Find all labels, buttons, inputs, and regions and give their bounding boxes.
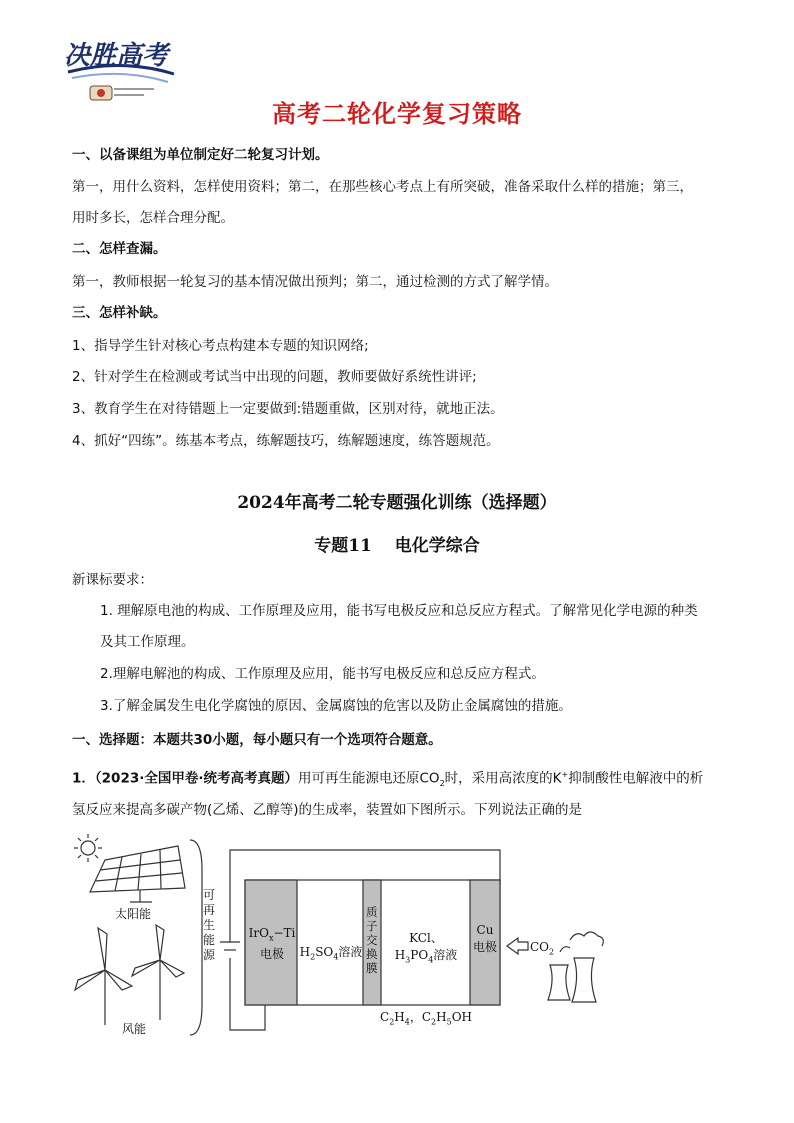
requirement-1-line2: 及其工作原理。: [100, 634, 195, 650]
section3-item: 4、抓好“四练”。练基本考点，练解题技巧，练解题速度，练答题规范。: [72, 433, 500, 449]
exam-title: 2024年高考二轮专题强化训练（选择题）: [237, 493, 557, 513]
products-label: $C_2H_4$，$C_2H_5OH$: [380, 1010, 472, 1027]
requirement-3: 3.了解金属发生电化学腐蚀的原因、金属腐蚀的危害以及防止金属腐蚀的措施。: [100, 698, 572, 714]
co2-label: $CO_2$: [530, 940, 555, 957]
arrow-left-icon: [507, 938, 528, 954]
right-solution-label: KCl、 $H_3PO_4$溶液: [394, 931, 458, 965]
topic-title: 专题11 电化学综合: [314, 536, 480, 556]
cathode-label: Cu 电极: [472, 923, 497, 954]
requirement-1-line1: 1. 理解原电池的构成、工作原理及应用，能书写电极反应和总反应方程式。了解常见化学电源的种类: [100, 603, 698, 619]
section1-heading: 一、以备课组为单位制定好二轮复习计划。: [72, 147, 329, 163]
section3-item: 1、指导学生针对核心考点构建本专题的知识网络;: [72, 338, 369, 354]
section2-heading: 二、怎样查漏。: [72, 241, 167, 257]
membrane-label: 质 子 交 换 膜: [366, 905, 378, 975]
section1-line2: 用时多长，怎样合理分配。: [72, 210, 234, 226]
solar-label: 太阳能: [115, 907, 152, 921]
sun-icon: [74, 834, 102, 862]
question-1-line1: 1．（2023·全国甲卷·统考高考真题）用可再生能源电还原$CO_2$时，采用高浓度的K+抑制酸性电解液中的析: [72, 770, 704, 789]
left-solution-label: $H_2SO_4$溶液: [299, 945, 363, 962]
requirements-label: 新课标要求：: [72, 572, 153, 588]
section1-line1: 第一，用什么资料，怎样使用资料；第二，在那些核心考点上有所突破，准备采取什么样的措施；第三，: [72, 179, 693, 195]
renewable-label: 可 再 生 能 源: [203, 888, 216, 962]
electrolysis-diagram: [60, 830, 740, 1045]
anode-label: IrO$_x$−Ti 电极: [248, 926, 296, 962]
section3-item: 2、针对学生在检测或考试当中出现的问题，教师要做好系统性讲评;: [72, 369, 477, 385]
wind-turbine-icon: [75, 925, 184, 1025]
wind-label: 风能: [122, 1022, 147, 1036]
section2-line1: 第一，教师根据一轮复习的基本情况做出预判；第二，通过检测的方式了解学情。: [72, 274, 558, 290]
page-title: 高考二轮化学复习策略: [272, 100, 522, 128]
question-number: 1．: [72, 770, 95, 787]
requirement-2: 2.理解电解池的构成、工作原理及应用，能书写电极反应和总反应方程式。: [100, 666, 545, 682]
section3-heading: 三、怎样补缺。: [72, 305, 167, 321]
section3-item: 3、教育学生在对待错题上一定要做到:错题重做，区别对待，就地正法。: [72, 401, 504, 417]
logo-text: 决胜高考: [64, 41, 169, 71]
question-source: （2023·全国甲卷·统考高考真题）: [94, 770, 298, 787]
factory-icon: [548, 932, 603, 1002]
choice-heading: 一、选择题：本题共30小题，每小题只有一个选项符合题意。: [72, 732, 442, 748]
question-1-line2: 氢反应来提高多碳产物(乙烯、乙醇等)的生成率，装置如下图所示。下列说法正确的是: [72, 802, 583, 818]
solar-panel-icon: [90, 846, 185, 902]
